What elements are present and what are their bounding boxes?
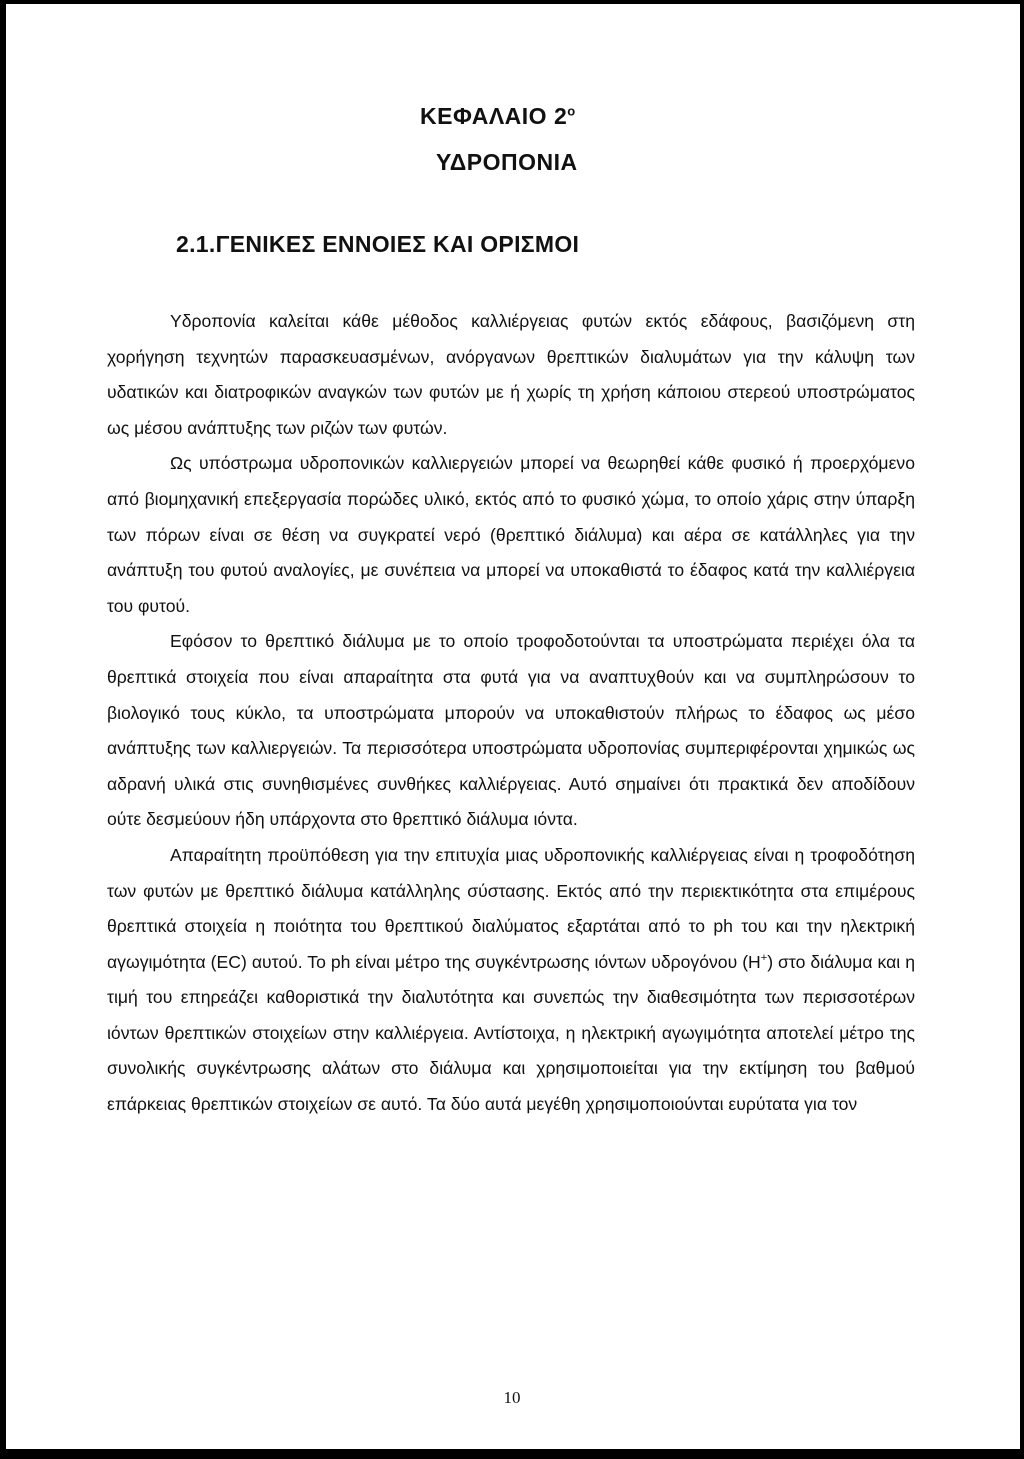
chapter-label-text: ΚΕΦΑΛΑΙΟ 2 — [420, 103, 568, 129]
hydrogen-ion-superscript: + — [760, 951, 768, 964]
paragraph-1: Υδροπονία καλείται κάθε μέθοδος καλλιέργειας φυτών εκτός εδάφους, βασιζόμενη στη χορήγηση τεχνητών παρασκευασμένων, ανόργανων θρεπτικών διαλυμάτων για την κάλυψη των υδατικών και διατροφικών αναγκών των φυτών με ή χωρίς τη χρήση κάποιου στερεού υποστρώματος ως μέσου ανάπτυξης των ριζών των φυτών. — [107, 311, 915, 438]
chapter-label — [420, 103, 576, 130]
chapter-label-superscript: ο — [567, 103, 576, 119]
section-heading: 2.1.ΓΕΝΙΚΕΣ ΕΝΝΟΙΕΣ ΚΑΙ ΟΡΙΣΜΟΙ — [176, 231, 580, 257]
scan-edge-bottom — [0, 1449, 1024, 1459]
paragraph-4-part-1: Απαραίτητη προϋπόθεση για την επιτυχία μιας υδροπονικής καλλιέργειας είναι η τροφοδότηση των φυτών με θρεπτικό διάλυμα κατάλληλης σύστασης. Εκτός από την περιεκτικότητα στα επιμέρους θρεπτικά στοιχεία η ποιότητα του θρεπτικού διαλύματος εξαρτάται από το ph του και την ηλεκτρική αγωγιμότητα (EC) αυτού. Το ph είναι μέτρο της συγκέντρωσης ιόντων υδρογόνου (H — [107, 844, 915, 972]
scan-edge-left — [0, 0, 6, 1459]
scan-edge-top — [0, 0, 1024, 4]
paragraph-4-part-2: ) στο διάλυμα και η τιμή του επηρεάζει καθοριστικά την διαλυτότητα και συνεπώς την διαθεσιμότητα των περισσοτέρων ιόντων θρεπτικών στοιχείων στην καλλιέργεια. Αντίστοιχα, η ηλεκτρική αγωγιμότητα αποτελεί μέτρο της συνολικής συγκέντρωσης αλάτων στο διάλυμα και χρησιμοποιείται για την εκτίμηση του βαθμού επάρκειας θρεπτικών στοιχείων σε αυτό. Τα δύο αυτά μεγέθη χρησιμοποιούνται ευρύτατα για τον — [107, 951, 915, 1115]
paragraph-4 — [107, 838, 915, 1123]
chapter-title: ΥΔΡΟΠΟΝΙΑ — [436, 149, 578, 175]
paragraph-2: Ως υπόστρωμα υδροπονικών καλλιεργειών μπορεί να θεωρηθεί κάθε φυσικό ή προερχόμενο από βιομηχανική επεξεργασία πορώδες υλικό, εκτός από το φυσικό χώμα, το οποίο χάρις στην ύπαρξη των πόρων είναι σε θέση να συγκρατεί νερό (θρεπτικό διάλυμα) και αέρα σε κατάλληλες για την ανάπτυξη του φυτού αναλογίες, με συνέπεια να μπορεί να υποκαθιστά το έδαφος κατά την καλλιέργεια του φυτού. — [107, 453, 915, 616]
body-text — [107, 304, 915, 1123]
paragraph-3: Εφόσον το θρεπτικό διάλυμα με το οποίο τροφοδοτούνται τα υποστρώματα περιέχει όλα τα θρεπτικά στοιχεία που είναι απαραίτητα στα φυτά για να αναπτυχθούν και να συμπληρώσουν το βιολογικό τους κύκλο, τα υποστρώματα μπορούν να υποκαθιστούν πλήρως το έδαφος ως μέσο ανάπτυξης των καλλιεργειών. Τα περισσότερα υποστρώματα υδροπονίας συμπεριφέρονται χημικώς ως αδρανή υλικά στις συνηθισμένες συνθήκες καλλιέργειας. Αυτό σημαίνει ότι πρακτικά δεν αποδίδουν ούτε δεσμεύουν ήδη υπάρχοντα στο θρεπτικό διάλυμα ιόντα. — [107, 631, 915, 830]
page-number: 10 — [503, 1388, 521, 1407]
scan-edge-right — [1020, 0, 1024, 1459]
